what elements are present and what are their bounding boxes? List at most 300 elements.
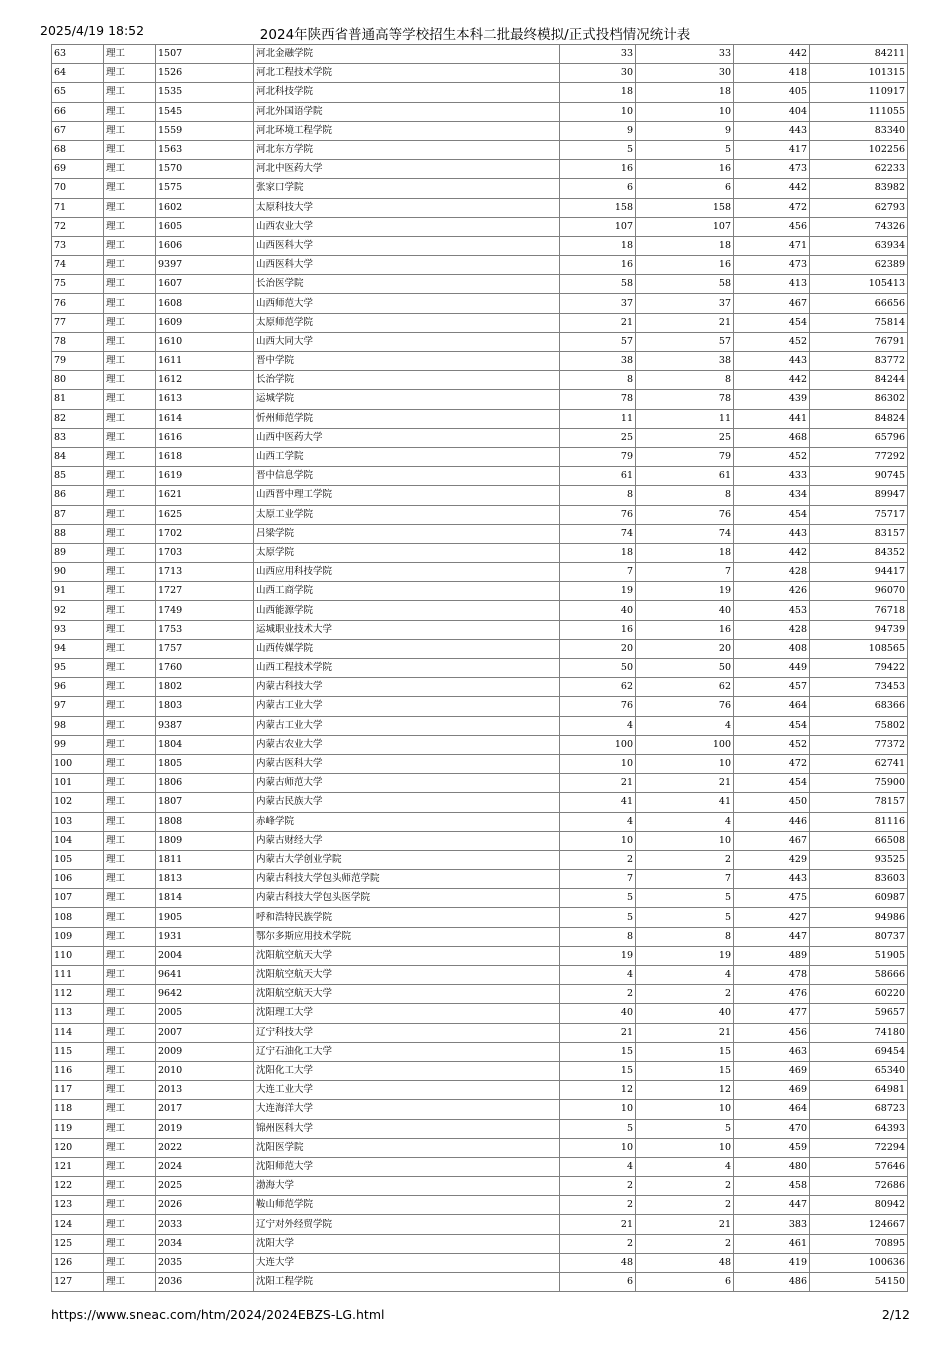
admitted-count-cell: 100 xyxy=(636,735,734,754)
table-row xyxy=(52,1215,908,1234)
school-name-cell: 内蒙古师范大学 xyxy=(254,774,560,793)
admitted-count-cell: 16 xyxy=(636,256,734,275)
category-cell: 理工 xyxy=(104,447,156,466)
school-name-cell: 大连海洋大学 xyxy=(254,1100,560,1119)
category-cell: 理工 xyxy=(104,601,156,620)
min-rank-cell: 62389 xyxy=(810,256,908,275)
row-index-cell: 98 xyxy=(52,716,104,735)
category-cell: 理工 xyxy=(104,467,156,486)
table-row xyxy=(52,697,908,716)
min-score-cell: 428 xyxy=(734,620,810,639)
min-score-cell: 433 xyxy=(734,467,810,486)
admitted-count-cell: 40 xyxy=(636,1004,734,1023)
row-index-cell: 71 xyxy=(52,198,104,217)
row-index-cell: 92 xyxy=(52,601,104,620)
category-cell: 理工 xyxy=(104,1157,156,1176)
school-name-cell: 大连大学 xyxy=(254,1253,560,1272)
admitted-count-cell: 16 xyxy=(636,620,734,639)
table-row xyxy=(52,121,908,140)
table-row xyxy=(52,198,908,217)
school-name-cell: 沈阳大学 xyxy=(254,1234,560,1253)
category-cell: 理工 xyxy=(104,198,156,217)
min-score-cell: 459 xyxy=(734,1138,810,1157)
min-rank-cell: 78157 xyxy=(810,793,908,812)
admitted-count-cell: 8 xyxy=(636,927,734,946)
min-score-cell: 446 xyxy=(734,812,810,831)
school-code-cell: 1808 xyxy=(156,812,254,831)
school-code-cell: 1753 xyxy=(156,620,254,639)
school-name-cell: 渤海大学 xyxy=(254,1177,560,1196)
min-score-cell: 442 xyxy=(734,371,810,390)
admitted-count-cell: 41 xyxy=(636,793,734,812)
admitted-count-cell: 76 xyxy=(636,697,734,716)
admitted-count-cell: 15 xyxy=(636,1061,734,1080)
plan-count-cell: 16 xyxy=(560,256,636,275)
school-code-cell: 1609 xyxy=(156,313,254,332)
print-datetime: 2025/4/19 18:52 xyxy=(40,23,145,38)
table-row xyxy=(52,352,908,371)
min-rank-cell: 76791 xyxy=(810,332,908,351)
min-rank-cell: 94739 xyxy=(810,620,908,639)
admitted-count-cell: 25 xyxy=(636,428,734,447)
school-code-cell: 1757 xyxy=(156,639,254,658)
school-name-cell: 山西师范大学 xyxy=(254,294,560,313)
row-index-cell: 73 xyxy=(52,236,104,255)
min-rank-cell: 83772 xyxy=(810,352,908,371)
plan-count-cell: 79 xyxy=(560,447,636,466)
admitted-count-cell: 38 xyxy=(636,352,734,371)
school-name-cell: 沈阳工程学院 xyxy=(254,1273,560,1292)
plan-count-cell: 15 xyxy=(560,1061,636,1080)
plan-count-cell: 6 xyxy=(560,179,636,198)
min-score-cell: 442 xyxy=(734,45,810,64)
min-score-cell: 439 xyxy=(734,390,810,409)
admitted-count-cell: 74 xyxy=(636,524,734,543)
admitted-count-cell: 10 xyxy=(636,831,734,850)
category-cell: 理工 xyxy=(104,735,156,754)
category-cell: 理工 xyxy=(104,1004,156,1023)
school-code-cell: 2025 xyxy=(156,1177,254,1196)
min-rank-cell: 73453 xyxy=(810,678,908,697)
min-score-cell: 453 xyxy=(734,601,810,620)
min-score-cell: 472 xyxy=(734,754,810,773)
min-rank-cell: 76718 xyxy=(810,601,908,620)
table-row xyxy=(52,735,908,754)
admitted-count-cell: 8 xyxy=(636,371,734,390)
category-cell: 理工 xyxy=(104,524,156,543)
row-index-cell: 104 xyxy=(52,831,104,850)
row-index-cell: 105 xyxy=(52,850,104,869)
min-rank-cell: 86302 xyxy=(810,390,908,409)
admitted-count-cell: 4 xyxy=(636,716,734,735)
min-rank-cell: 58666 xyxy=(810,966,908,985)
table-row xyxy=(52,563,908,582)
school-code-cell: 1802 xyxy=(156,678,254,697)
school-code-cell: 9642 xyxy=(156,985,254,1004)
row-index-cell: 127 xyxy=(52,1273,104,1292)
table-row xyxy=(52,1157,908,1176)
admitted-count-cell: 21 xyxy=(636,774,734,793)
plan-count-cell: 58 xyxy=(560,275,636,294)
admitted-count-cell: 6 xyxy=(636,1273,734,1292)
table-row xyxy=(52,1273,908,1292)
min-rank-cell: 60987 xyxy=(810,889,908,908)
min-rank-cell: 75900 xyxy=(810,774,908,793)
table-row xyxy=(52,985,908,1004)
plan-count-cell: 10 xyxy=(560,831,636,850)
row-index-cell: 78 xyxy=(52,332,104,351)
row-index-cell: 66 xyxy=(52,102,104,121)
category-cell: 理工 xyxy=(104,774,156,793)
admitted-count-cell: 21 xyxy=(636,1023,734,1042)
min-score-cell: 418 xyxy=(734,64,810,83)
category-cell: 理工 xyxy=(104,1119,156,1138)
min-rank-cell: 84352 xyxy=(810,543,908,562)
min-rank-cell: 54150 xyxy=(810,1273,908,1292)
plan-count-cell: 19 xyxy=(560,582,636,601)
table-row xyxy=(52,620,908,639)
row-index-cell: 101 xyxy=(52,774,104,793)
category-cell: 理工 xyxy=(104,45,156,64)
table-row xyxy=(52,601,908,620)
school-name-cell: 内蒙古工业大学 xyxy=(254,716,560,735)
category-cell: 理工 xyxy=(104,217,156,236)
school-code-cell: 1507 xyxy=(156,45,254,64)
school-name-cell: 内蒙古财经大学 xyxy=(254,831,560,850)
admitted-count-cell: 33 xyxy=(636,45,734,64)
plan-count-cell: 5 xyxy=(560,889,636,908)
plan-count-cell: 76 xyxy=(560,697,636,716)
school-name-cell: 太原学院 xyxy=(254,543,560,562)
admitted-count-cell: 12 xyxy=(636,1081,734,1100)
min-rank-cell: 90745 xyxy=(810,467,908,486)
plan-count-cell: 6 xyxy=(560,1273,636,1292)
admitted-count-cell: 15 xyxy=(636,1042,734,1061)
category-cell: 理工 xyxy=(104,1215,156,1234)
category-cell: 理工 xyxy=(104,486,156,505)
category-cell: 理工 xyxy=(104,160,156,179)
min-rank-cell: 81116 xyxy=(810,812,908,831)
school-code-cell: 2007 xyxy=(156,1023,254,1042)
school-name-cell: 忻州师范学院 xyxy=(254,409,560,428)
min-score-cell: 458 xyxy=(734,1177,810,1196)
min-score-cell: 428 xyxy=(734,563,810,582)
table-row xyxy=(52,659,908,678)
table-row xyxy=(52,889,908,908)
category-cell: 理工 xyxy=(104,1061,156,1080)
table-row xyxy=(52,236,908,255)
admitted-count-cell: 4 xyxy=(636,812,734,831)
plan-count-cell: 9 xyxy=(560,121,636,140)
plan-count-cell: 21 xyxy=(560,774,636,793)
min-score-cell: 473 xyxy=(734,160,810,179)
admitted-count-cell: 78 xyxy=(636,390,734,409)
category-cell: 理工 xyxy=(104,409,156,428)
row-index-cell: 122 xyxy=(52,1177,104,1196)
min-score-cell: 413 xyxy=(734,275,810,294)
school-name-cell: 沈阳师范大学 xyxy=(254,1157,560,1176)
school-name-cell: 山西工学院 xyxy=(254,447,560,466)
table-row xyxy=(52,83,908,102)
min-rank-cell: 66508 xyxy=(810,831,908,850)
row-index-cell: 70 xyxy=(52,179,104,198)
row-index-cell: 93 xyxy=(52,620,104,639)
category-cell: 理工 xyxy=(104,908,156,927)
school-name-cell: 河北中医药大学 xyxy=(254,160,560,179)
min-score-cell: 454 xyxy=(734,716,810,735)
row-index-cell: 91 xyxy=(52,582,104,601)
table-row xyxy=(52,1100,908,1119)
plan-count-cell: 10 xyxy=(560,754,636,773)
min-rank-cell: 80737 xyxy=(810,927,908,946)
min-rank-cell: 80942 xyxy=(810,1196,908,1215)
min-score-cell: 473 xyxy=(734,256,810,275)
row-index-cell: 81 xyxy=(52,390,104,409)
admitted-count-cell: 10 xyxy=(636,102,734,121)
min-rank-cell: 83157 xyxy=(810,524,908,543)
school-name-cell: 沈阳航空航天大学 xyxy=(254,985,560,1004)
category-cell: 理工 xyxy=(104,563,156,582)
row-index-cell: 111 xyxy=(52,966,104,985)
category-cell: 理工 xyxy=(104,697,156,716)
school-code-cell: 2033 xyxy=(156,1215,254,1234)
category-cell: 理工 xyxy=(104,313,156,332)
school-name-cell: 辽宁石油化工大学 xyxy=(254,1042,560,1061)
min-rank-cell: 57646 xyxy=(810,1157,908,1176)
school-name-cell: 沈阳理工大学 xyxy=(254,1004,560,1023)
admitted-count-cell: 2 xyxy=(636,1177,734,1196)
plan-count-cell: 41 xyxy=(560,793,636,812)
school-code-cell: 1621 xyxy=(156,486,254,505)
plan-count-cell: 61 xyxy=(560,467,636,486)
school-name-cell: 呼和浩特民族学院 xyxy=(254,908,560,927)
min-score-cell: 442 xyxy=(734,179,810,198)
school-name-cell: 太原科技大学 xyxy=(254,198,560,217)
row-index-cell: 116 xyxy=(52,1061,104,1080)
min-score-cell: 408 xyxy=(734,639,810,658)
plan-count-cell: 21 xyxy=(560,1215,636,1234)
category-cell: 理工 xyxy=(104,1177,156,1196)
page-url: https://www.sneac.com/htm/2024/2024EBZS-LG.html xyxy=(51,1307,385,1322)
table-row xyxy=(52,927,908,946)
category-cell: 理工 xyxy=(104,352,156,371)
table-row xyxy=(52,831,908,850)
admitted-count-cell: 2 xyxy=(636,985,734,1004)
row-index-cell: 90 xyxy=(52,563,104,582)
row-index-cell: 82 xyxy=(52,409,104,428)
table-row xyxy=(52,275,908,294)
min-score-cell: 457 xyxy=(734,678,810,697)
table-row xyxy=(52,1004,908,1023)
school-code-cell: 1614 xyxy=(156,409,254,428)
school-code-cell: 1559 xyxy=(156,121,254,140)
school-code-cell: 1619 xyxy=(156,467,254,486)
school-name-cell: 内蒙古科技大学 xyxy=(254,678,560,697)
school-code-cell: 9641 xyxy=(156,966,254,985)
table-row xyxy=(52,812,908,831)
row-index-cell: 67 xyxy=(52,121,104,140)
category-cell: 理工 xyxy=(104,870,156,889)
admitted-count-cell: 2 xyxy=(636,1234,734,1253)
school-code-cell: 1625 xyxy=(156,505,254,524)
category-cell: 理工 xyxy=(104,850,156,869)
plan-count-cell: 20 xyxy=(560,639,636,658)
plan-count-cell: 2 xyxy=(560,1177,636,1196)
category-cell: 理工 xyxy=(104,1196,156,1215)
min-rank-cell: 65796 xyxy=(810,428,908,447)
category-cell: 理工 xyxy=(104,83,156,102)
table-row xyxy=(52,447,908,466)
row-index-cell: 117 xyxy=(52,1081,104,1100)
admitted-count-cell: 8 xyxy=(636,486,734,505)
table-row xyxy=(52,1253,908,1272)
min-rank-cell: 83982 xyxy=(810,179,908,198)
admitted-count-cell: 5 xyxy=(636,889,734,908)
table-row xyxy=(52,467,908,486)
school-name-cell: 河北外国语学院 xyxy=(254,102,560,121)
plan-count-cell: 57 xyxy=(560,332,636,351)
admitted-count-cell: 19 xyxy=(636,946,734,965)
min-score-cell: 486 xyxy=(734,1273,810,1292)
school-name-cell: 大连工业大学 xyxy=(254,1081,560,1100)
min-rank-cell: 89947 xyxy=(810,486,908,505)
school-code-cell: 1804 xyxy=(156,735,254,754)
min-score-cell: 454 xyxy=(734,774,810,793)
plan-count-cell: 2 xyxy=(560,1234,636,1253)
min-score-cell: 478 xyxy=(734,966,810,985)
row-index-cell: 96 xyxy=(52,678,104,697)
plan-count-cell: 30 xyxy=(560,64,636,83)
category-cell: 理工 xyxy=(104,1273,156,1292)
school-name-cell: 张家口学院 xyxy=(254,179,560,198)
admitted-count-cell: 19 xyxy=(636,582,734,601)
school-code-cell: 9387 xyxy=(156,716,254,735)
category-cell: 理工 xyxy=(104,754,156,773)
table-row xyxy=(52,390,908,409)
min-score-cell: 449 xyxy=(734,659,810,678)
min-rank-cell: 74180 xyxy=(810,1023,908,1042)
min-score-cell: 427 xyxy=(734,908,810,927)
min-rank-cell: 94986 xyxy=(810,908,908,927)
admitted-count-cell: 9 xyxy=(636,121,734,140)
category-cell: 理工 xyxy=(104,332,156,351)
table-row xyxy=(52,1042,908,1061)
school-name-cell: 鞍山师范学院 xyxy=(254,1196,560,1215)
min-score-cell: 454 xyxy=(734,505,810,524)
min-score-cell: 489 xyxy=(734,946,810,965)
table-row xyxy=(52,582,908,601)
min-rank-cell: 108565 xyxy=(810,639,908,658)
school-name-cell: 内蒙古工业大学 xyxy=(254,697,560,716)
school-code-cell: 2035 xyxy=(156,1253,254,1272)
row-index-cell: 80 xyxy=(52,371,104,390)
row-index-cell: 109 xyxy=(52,927,104,946)
min-score-cell: 443 xyxy=(734,870,810,889)
table-row xyxy=(52,524,908,543)
min-score-cell: 467 xyxy=(734,294,810,313)
min-score-cell: 447 xyxy=(734,1196,810,1215)
school-name-cell: 河北金融学院 xyxy=(254,45,560,64)
category-cell: 理工 xyxy=(104,275,156,294)
plan-count-cell: 21 xyxy=(560,1023,636,1042)
school-name-cell: 内蒙古农业大学 xyxy=(254,735,560,754)
category-cell: 理工 xyxy=(104,121,156,140)
school-name-cell: 河北东方学院 xyxy=(254,140,560,159)
table-row xyxy=(52,1138,908,1157)
plan-count-cell: 5 xyxy=(560,140,636,159)
school-name-cell: 太原师范学院 xyxy=(254,313,560,332)
school-code-cell: 2009 xyxy=(156,1042,254,1061)
plan-count-cell: 5 xyxy=(560,908,636,927)
min-score-cell: 472 xyxy=(734,198,810,217)
school-name-cell: 山西医科大学 xyxy=(254,256,560,275)
table-row xyxy=(52,793,908,812)
school-code-cell: 2022 xyxy=(156,1138,254,1157)
min-score-cell: 454 xyxy=(734,313,810,332)
school-name-cell: 内蒙古科技大学包头师范学院 xyxy=(254,870,560,889)
row-index-cell: 88 xyxy=(52,524,104,543)
row-index-cell: 79 xyxy=(52,352,104,371)
school-code-cell: 1760 xyxy=(156,659,254,678)
plan-count-cell: 4 xyxy=(560,812,636,831)
min-rank-cell: 101315 xyxy=(810,64,908,83)
min-rank-cell: 124667 xyxy=(810,1215,908,1234)
admitted-count-cell: 5 xyxy=(636,1119,734,1138)
plan-count-cell: 40 xyxy=(560,1004,636,1023)
row-index-cell: 121 xyxy=(52,1157,104,1176)
plan-count-cell: 18 xyxy=(560,543,636,562)
plan-count-cell: 11 xyxy=(560,409,636,428)
school-name-cell: 辽宁科技大学 xyxy=(254,1023,560,1042)
school-name-cell: 内蒙古科技大学包头医学院 xyxy=(254,889,560,908)
admitted-count-cell: 10 xyxy=(636,1138,734,1157)
table-row xyxy=(52,774,908,793)
min-score-cell: 441 xyxy=(734,409,810,428)
row-index-cell: 87 xyxy=(52,505,104,524)
school-name-cell: 内蒙古大学创业学院 xyxy=(254,850,560,869)
admitted-count-cell: 10 xyxy=(636,754,734,773)
school-code-cell: 1805 xyxy=(156,754,254,773)
page-number: 2/12 xyxy=(881,1307,910,1322)
min-score-cell: 463 xyxy=(734,1042,810,1061)
table-row xyxy=(52,140,908,159)
admitted-count-cell: 4 xyxy=(636,966,734,985)
school-name-cell: 山西能源学院 xyxy=(254,601,560,620)
admitted-count-cell: 30 xyxy=(636,64,734,83)
min-rank-cell: 100636 xyxy=(810,1253,908,1272)
row-index-cell: 99 xyxy=(52,735,104,754)
school-name-cell: 沈阳医学院 xyxy=(254,1138,560,1157)
school-name-cell: 山西传媒学院 xyxy=(254,639,560,658)
table-row xyxy=(52,371,908,390)
school-code-cell: 1616 xyxy=(156,428,254,447)
row-index-cell: 120 xyxy=(52,1138,104,1157)
admitted-count-cell: 79 xyxy=(636,447,734,466)
min-score-cell: 447 xyxy=(734,927,810,946)
admitted-count-cell: 107 xyxy=(636,217,734,236)
row-index-cell: 102 xyxy=(52,793,104,812)
school-name-cell: 山西农业大学 xyxy=(254,217,560,236)
school-code-cell: 1602 xyxy=(156,198,254,217)
min-score-cell: 450 xyxy=(734,793,810,812)
plan-count-cell: 16 xyxy=(560,620,636,639)
school-code-cell: 1803 xyxy=(156,697,254,716)
admitted-count-cell: 16 xyxy=(636,160,734,179)
category-cell: 理工 xyxy=(104,428,156,447)
min-rank-cell: 70895 xyxy=(810,1234,908,1253)
min-rank-cell: 59657 xyxy=(810,1004,908,1023)
school-code-cell: 1931 xyxy=(156,927,254,946)
